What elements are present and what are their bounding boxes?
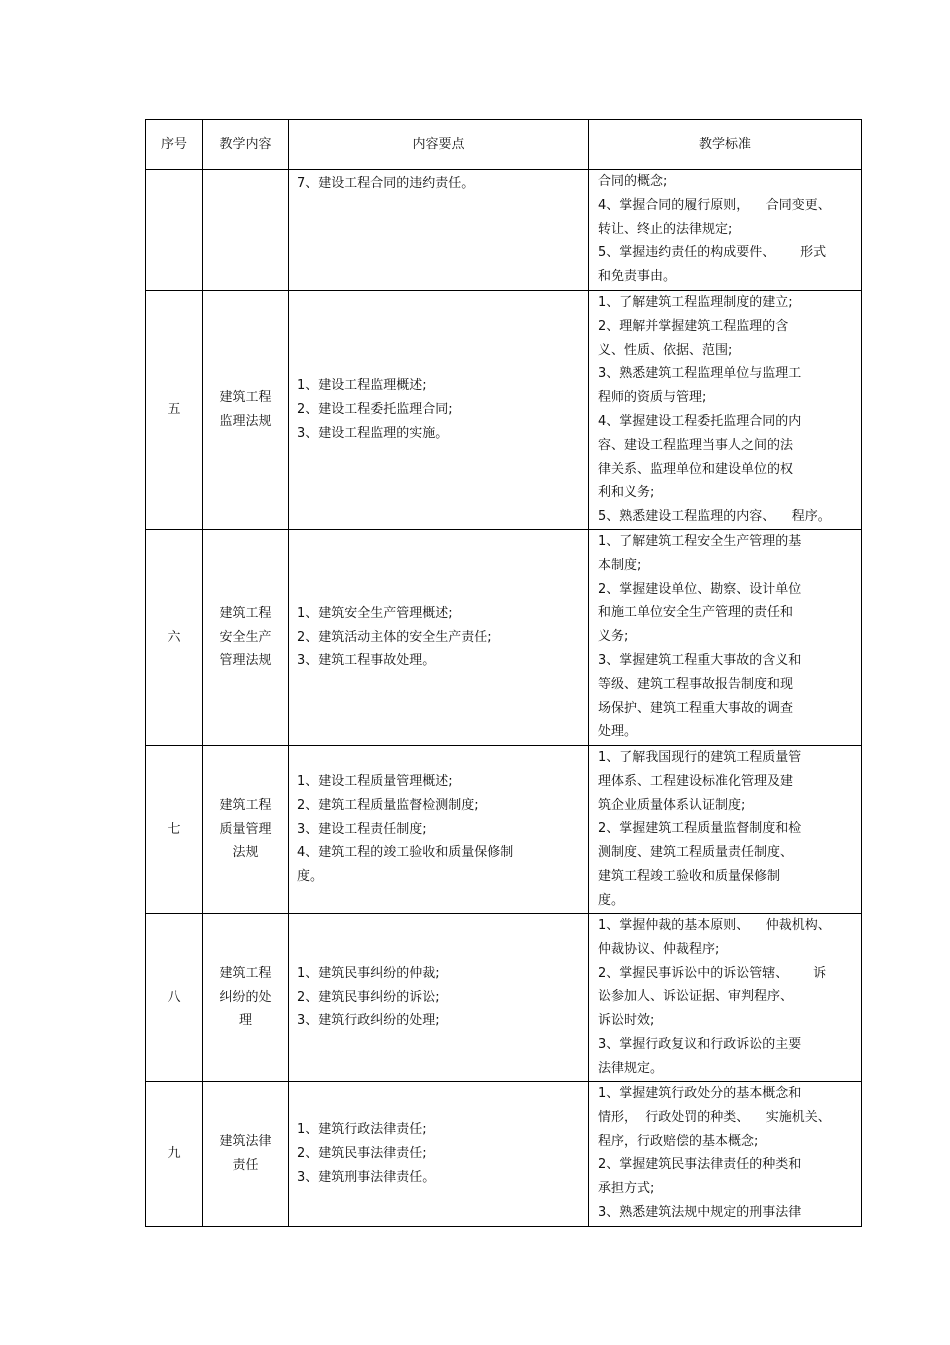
- standard-line: 建筑工程竣工验收和质量保修制: [598, 868, 781, 884]
- standard-line: 1、了解我国现行的建筑工程质量管: [598, 750, 802, 765]
- header-serial-number: 序号: [146, 120, 203, 170]
- content-point-line: 2、建筑活动主体的安全生产责任;: [297, 629, 492, 645]
- content-point-line: 3、建筑刑事法律责任。: [297, 1169, 436, 1185]
- standard-line: 承担方式;: [598, 1181, 655, 1197]
- standard-line: 和施工单位安全生产管理的责任和: [598, 605, 794, 621]
- standard-line: 1、了解建筑工程监理制度的建立;: [598, 295, 793, 310]
- content-point-line: 3、建设工程监理的实施。: [297, 425, 449, 441]
- content-point-line: 度。: [297, 869, 324, 885]
- row-content-points: [289, 291, 589, 530]
- row-serial-number: 九: [146, 1082, 203, 1227]
- standard-line: 1、掌握建筑行政处分的基本概念和: [598, 1086, 802, 1101]
- table-header-row: [146, 120, 862, 170]
- row-content-points: [289, 530, 589, 746]
- content-point-line: 3、建筑行政纠纷的处理;: [297, 1013, 440, 1029]
- topic-line: 监理法规: [219, 414, 272, 429]
- row-serial-number: 六: [146, 530, 203, 746]
- content-point-line: 1、建筑民事纠纷的仲裁;: [297, 965, 440, 981]
- standard-line: 2、掌握建设单位、勘察、设计单位: [598, 581, 802, 597]
- row-teaching-content: [203, 914, 289, 1082]
- standard-line: 转让、终止的法律规定;: [598, 221, 733, 237]
- row-teaching-standard: [589, 530, 862, 746]
- standard-line: 度。: [598, 892, 625, 908]
- standard-line: 测制度、建筑工程质量责任制度、: [598, 845, 794, 861]
- header-teaching-standard: 教学标准: [589, 120, 862, 170]
- content-point-line: 2、建筑民事法律责任;: [297, 1146, 427, 1162]
- content-point-line: 3、建设工程责任制度;: [297, 821, 427, 837]
- row-content-points: [289, 170, 589, 291]
- topic-line: 建筑法律: [219, 1134, 272, 1150]
- content-point-line: 1、建设工程监理概述;: [297, 378, 427, 394]
- topic-line: 法规: [232, 845, 259, 861]
- standard-line: 2、理解并掌握建筑工程监理的含: [598, 318, 789, 334]
- table-row: [146, 746, 862, 914]
- standard-line: 义务;: [598, 629, 629, 645]
- row-teaching-content: [203, 530, 289, 746]
- standard-line: 等级、建筑工程事故报告制度和现: [598, 676, 794, 692]
- topic-line: 责任: [232, 1158, 259, 1173]
- row-content-points: [289, 1082, 589, 1227]
- standard-line: 1、了解建筑工程安全生产管理的基: [598, 534, 802, 549]
- content-point-line: 1、建筑安全生产管理概述;: [297, 605, 453, 621]
- standard-line: 律关系、监理单位和建设单位的权: [598, 461, 794, 477]
- row-teaching-content: [203, 291, 289, 530]
- topic-line: 安全生产: [219, 629, 272, 645]
- curriculum-table: [145, 119, 862, 1227]
- standard-line: 义、性质、依据、范围;: [598, 342, 733, 358]
- row-teaching-standard: [589, 914, 862, 1082]
- row-teaching-standard: [589, 746, 862, 914]
- standard-line: 理体系、工程建设标准化管理及建: [598, 773, 794, 789]
- table-row: [146, 170, 862, 291]
- topic-line: 管理法规: [219, 653, 272, 669]
- header-teaching-content: 教学内容: [203, 120, 289, 170]
- standard-line: 4、掌握合同的履行原则， 合同变更、: [598, 197, 831, 213]
- standard-line: 5、掌握违约责任的构成要件、 形式: [598, 245, 827, 261]
- standard-line: 场保护、建筑工程重大事故的调查: [598, 700, 794, 716]
- standard-line: 2、掌握民事诉讼中的诉讼管辖、 诉: [598, 965, 827, 981]
- standard-line: 情形， 行政处罚的种类、 实施机关、: [598, 1109, 831, 1125]
- standard-line: 合同的概念;: [598, 174, 668, 189]
- standard-line: 筑企业质量体系认证制度;: [598, 797, 746, 813]
- standard-line: 本制度;: [598, 557, 642, 573]
- topic-line: 理: [238, 1013, 252, 1029]
- standard-line: 法律规定。: [598, 1060, 664, 1076]
- topic-line: 纠纷的处: [219, 989, 272, 1005]
- row-content-points: [289, 914, 589, 1082]
- content-point-line: 2、建设工程委托监理合同;: [297, 402, 453, 418]
- standard-line: 诉讼时效;: [598, 1013, 655, 1029]
- row-serial-number: 七: [146, 746, 203, 914]
- row-teaching-standard: [589, 1082, 862, 1227]
- standard-line: 和免责事由。: [598, 269, 677, 285]
- table-row: [146, 914, 862, 1082]
- row-serial-number: 五: [146, 291, 203, 530]
- row-content-points: [289, 746, 589, 914]
- content-point-line: 2、建筑工程质量监督检测制度;: [297, 797, 479, 813]
- content-point-line: 4、建筑工程的竣工验收和质量保修制: [297, 845, 514, 861]
- row-serial-number: 八: [146, 914, 203, 1082]
- row-serial-number: [146, 170, 203, 291]
- content-point-line: 2、建筑民事纠纷的诉讼;: [297, 989, 440, 1005]
- topic-line: 建筑工程: [219, 390, 272, 406]
- topic-line: 质量管理: [219, 821, 272, 837]
- standard-line: 1、掌握仲裁的基本原则、 仲裁机构、: [598, 918, 831, 933]
- standard-line: 仲裁协议、仲裁程序;: [598, 941, 720, 957]
- standard-line: 4、掌握建设工程委托监理合同的内: [598, 413, 802, 429]
- standard-line: 程师的资质与管理;: [598, 390, 707, 406]
- standard-line: 3、熟悉建筑法规中规定的刑事法律: [598, 1204, 802, 1220]
- topic-line: 建筑工程: [219, 605, 272, 621]
- row-teaching-content: [203, 1082, 289, 1227]
- standard-line: 利和义务;: [598, 485, 655, 501]
- row-teaching-standard: [589, 291, 862, 530]
- table-row: [146, 291, 862, 530]
- standard-line: 3、掌握建筑工程重大事故的含义和: [598, 652, 802, 668]
- standard-line: 讼参加人、诉讼证据、审判程序、: [598, 989, 794, 1005]
- row-teaching-content: [203, 170, 289, 291]
- table-row: [146, 530, 862, 746]
- row-teaching-standard: [589, 170, 862, 291]
- standard-line: 3、熟悉建筑工程监理单位与监理工: [598, 366, 802, 382]
- standard-line: 处理。: [598, 724, 638, 740]
- topic-line: 建筑工程: [219, 797, 272, 813]
- header-content-points: 内容要点: [289, 120, 589, 170]
- content-point-line: 1、建设工程质量管理概述;: [297, 774, 453, 789]
- standard-line: 程序，行政赔偿的基本概念;: [598, 1133, 759, 1149]
- standard-line: 3、掌握行政复议和行政诉讼的主要: [598, 1036, 802, 1052]
- standard-line: 2、掌握建筑民事法律责任的种类和: [598, 1157, 802, 1173]
- content-point-line: 1、建筑行政法律责任;: [297, 1122, 427, 1138]
- content-point-line: 3、建筑工程事故处理。: [297, 653, 436, 669]
- standard-line: 5、熟悉建设工程监理的内容、 程序。: [598, 509, 831, 525]
- standard-line: 2、掌握建筑工程质量监督制度和检: [598, 821, 802, 837]
- row-teaching-content: [203, 746, 289, 914]
- content-point-line: 7、建设工程合同的违约责任。: [297, 176, 475, 191]
- standard-line: 容、建设工程监理当事人之间的法: [598, 437, 794, 453]
- table-row: [146, 1082, 862, 1227]
- topic-line: 建筑工程: [219, 965, 272, 981]
